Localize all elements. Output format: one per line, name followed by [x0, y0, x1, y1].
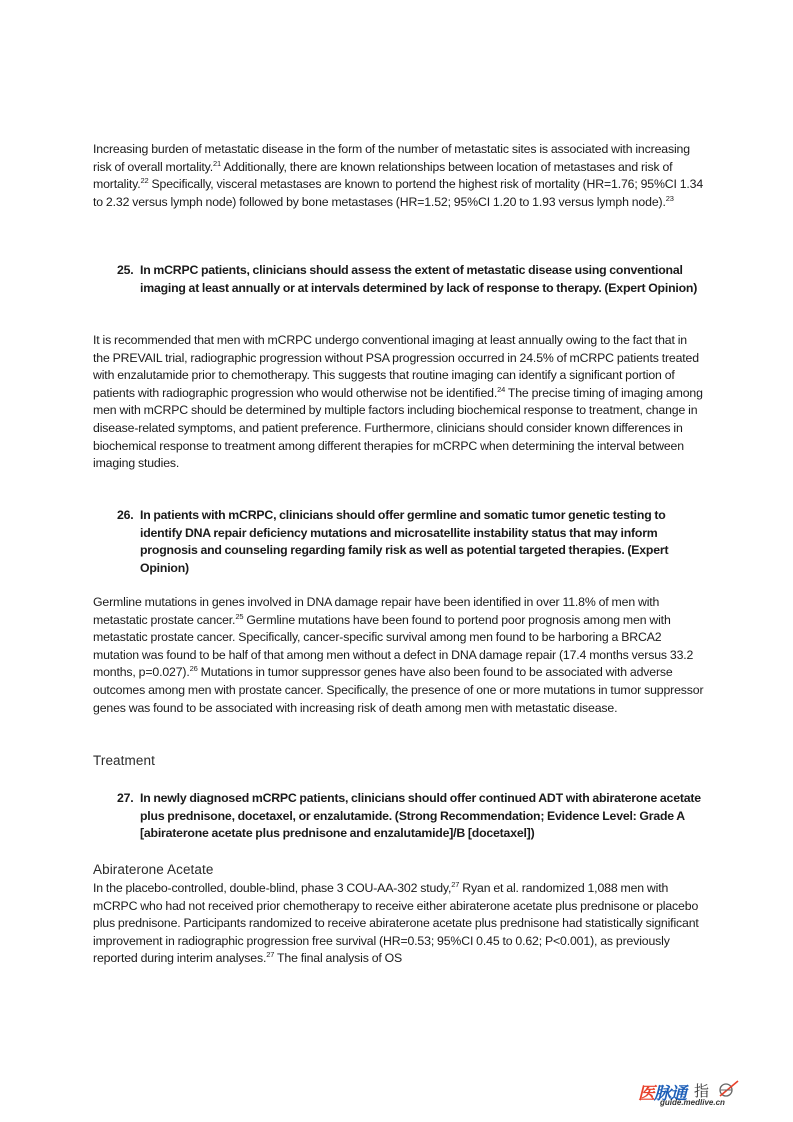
citation-superscript: 25 [235, 611, 244, 621]
brand-logo-part1: 医 [638, 1084, 654, 1103]
watermark-url: guide.medlive.cn [660, 1098, 725, 1107]
recommendation-text: In mCRPC patients, clinicians should assess the extent of metastatic disease using conventional imaging at least annually or at intervals determined by lack of response to therapy. (Expert Opinion) [140, 263, 698, 295]
abiraterone-paragraph: In the placebo-controlled, double-blind, phase 3 COU-AA-302 study,$^{27}$ Ryan et al. randomized 1,088 men with mCRPC who had not received prior chemotherapy to receive either abiraterone acetate plus prednisone or placebo plus prednisone. Participants randomized to receive abiraterone acetate plus prednisone had statistically significant improvement in radiographic progression free survival (HR=0.53; 95%CI 0.45 to 0.62; P<0.001), as previously reported during interim analyses.$^{27}$ The final analysis of OS [93, 880, 699, 966]
recommendation-25 [117, 262, 707, 297]
brand-logo-part2: 脉通 [654, 1084, 686, 1103]
recommendation-number: 26. [117, 508, 134, 522]
intro-paragraph: Increasing burden of metastatic disease in the form of the number of metastatic sites is associated with increasing risk of overall mortality.$^{21}$ Additionally, there are known relationships between location of metastases and risk of mortality.$^{22}$ Specifically, visceral metastases are known to portend the highest risk of mortality (HR=1.76; 95%CI 1.34 to 2.32 versus lymph node) followed by bone metastases (HR=1.52; 95%CI 1.20 to 1.93 versus lymph node).$^{23}$ [93, 142, 704, 209]
citation-superscript: 27 [451, 880, 460, 889]
rec26-paragraph: Germline mutations in genes involved in DNA damage repair have been identified in over 11.8% of men with metastatic prostate cancer.$^{25}$ Germline mutations have been found to portend poor prognosis among men with metastatic prostate cancer. Specifically, cancer-specific survival among men found to be harboring a BRCA2 mutation was found to be half of that among men without a defect in DNA damage repair (17.4 months versus 33.2 months, p=0.027).$^{26}$ Mutations in tumor suppressor genes have also been found to be associated with adverse outcomes among men with prostate cancer. Specifically, the presence of one or more mutations in tumor suppressor genes was found to be associated with increasing risk of death among men with metastatic disease. [93, 595, 704, 715]
subheading-abiraterone: Abiraterone Acetate [93, 862, 214, 877]
citation-superscript: 27 [266, 950, 275, 960]
citation-superscript: 24 [497, 384, 506, 394]
guide-label: 指 [694, 1083, 710, 1100]
recommendation-27 [117, 790, 707, 843]
section-heading-treatment: Treatment [93, 753, 155, 768]
rec25-paragraph: It is recommended that men with mCRPC undergo conventional imaging at least annually owing to the fact that in the PREVAIL trial, radiographic progression without PSA progression occurred in 24.5% of mCRPC patients treated with enzalutamide prior to chemotherapy. This suggests that routine imaging can identify a significant portion of patients with radiographic progression who would otherwise not be identified.$^{24}$ The precise timing of imaging among men with mCRPC should be determined by multiple factors including biochemical response to treatment, change in disease-related symptoms, and patient preference. Furthermore, clinicians should consider known differences in biochemical response to treatment among different therapies for mCRPC when determining the interval between imaging studies. [93, 333, 703, 471]
recommendation-number: 27. [117, 791, 134, 805]
citation-superscript: 26 [189, 664, 198, 674]
citation-superscript: 22 [140, 176, 149, 186]
citation-superscript: 23 [665, 193, 674, 203]
compass-icon [716, 1079, 740, 1099]
recommendation-26 [117, 507, 707, 577]
medlive-watermark [638, 1079, 748, 1111]
recommendation-text: In newly diagnosed mCRPC patients, clinicians should offer continued ADT with abiraterone acetate plus prednisone, docetaxel, or enzalutamide. (Strong Recommendation; Evidence Level: Grade A [abiraterone acetate plus prednisone and enzalutamide]/B [docetaxel]) [140, 791, 701, 841]
citation-superscript: 21 [213, 158, 222, 168]
recommendation-text: In patients with mCRPC, clinicians should offer germline and somatic tumor genetic testing to identify DNA repair deficiency mutations and microsatellite instability status that may inform prognosis and counseling regarding family risk as well as potential targeted therapies. (Expert Opinion) [140, 508, 669, 575]
recommendation-number: 25. [117, 263, 134, 277]
